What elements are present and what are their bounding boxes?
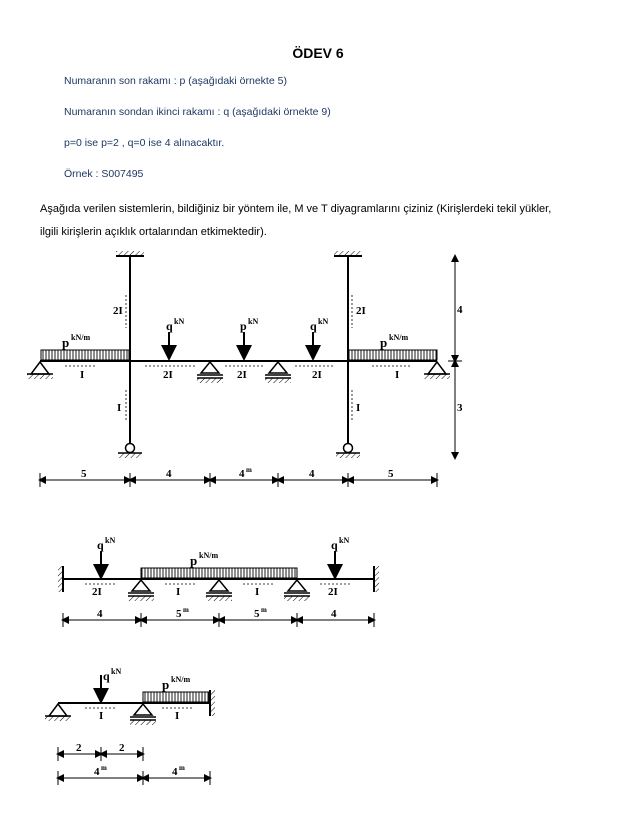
fig1-dim-3: 4	[239, 468, 245, 480]
figure-1-frame	[27, 251, 463, 487]
fig2-dim-1: 4	[97, 608, 103, 620]
task-paragraph-line-1: Aşağıda verilen sistemlerin, bildiğiniz bir yöntem ile, M ve T diyagramlarını çiziniz (Kirişlerdeki tekil yükler,	[40, 203, 552, 215]
fig3-dim-top-1: 2	[76, 742, 82, 754]
fig1-col-bot-right-label: I	[356, 402, 361, 414]
fig3-distributed-load	[143, 692, 209, 702]
fig3-dim-bottom-2: 4	[172, 766, 178, 778]
fig2-fixed-right	[374, 566, 379, 592]
fig2-distributed-load	[141, 568, 297, 578]
fig3-load-q: q	[103, 669, 110, 683]
fig1-col-top-right-label: 2I	[356, 305, 366, 317]
fig3-roller-mid	[130, 704, 156, 725]
fig1-load-q-1: q	[166, 319, 173, 333]
fig2-dim-2: 5	[176, 608, 182, 620]
fig3-beam-label-2: I	[175, 710, 180, 722]
task-paragraph-line-2: ilgili kirişlerin açıklık ortalarından etkimektedir).	[40, 226, 267, 238]
fig1-height-bottom: 3	[457, 402, 463, 414]
fig3-beam-label-1: I	[99, 710, 104, 722]
fig1-roller-support-mid-right	[265, 362, 291, 383]
instruction-line-1: Numaranın son rakamı : p (aşağıdaki örnekte 5)	[64, 75, 287, 87]
fig1-dim-2: 4	[166, 468, 172, 480]
instruction-line-3: p=0 ise p=2 , q=0 ise 4 alınacaktır.	[64, 137, 225, 149]
fig2-beam-label-4: 2I	[328, 586, 338, 598]
fig1-fixed-support-top-right	[334, 251, 362, 256]
fig1-dim-4: 4	[309, 468, 315, 480]
fig1-height-top: 4	[457, 304, 463, 316]
fig3-unit-kNm: kN/m	[171, 675, 191, 684]
fig1-dim-1: 5	[81, 468, 87, 480]
fig2-fixed-left	[58, 566, 63, 592]
fig1-load-q-3: q	[310, 319, 317, 333]
fig1-beam-label-3: 2I	[237, 369, 247, 381]
fig1-col-top-left-label: 2I	[113, 305, 123, 317]
fig2-beam-label-2: I	[176, 586, 181, 598]
fig1-pin-support-bottom-left	[118, 444, 142, 459]
fig1-unit-kNm-right: kN/m	[389, 333, 409, 342]
fig1-fixed-support-top-left	[116, 251, 144, 256]
fig3-dim-bottom-2-unit: m	[179, 764, 185, 772]
fig3-dim-bottom-1-unit: m	[101, 764, 107, 772]
fig1-roller-support-mid-left	[197, 362, 223, 383]
fig2-beam-label-3: I	[255, 586, 260, 598]
fig3-dim-bottom-1: 4	[94, 766, 100, 778]
fig2-dim-4: 4	[331, 608, 337, 620]
fig2-load-q-left: q	[97, 538, 104, 552]
fig2-roller-2	[206, 580, 232, 601]
fig3-unit-kN: kN	[111, 667, 122, 676]
fig1-pin-support-bottom-right	[336, 444, 360, 459]
example-line: Örnek : S007495	[64, 168, 144, 180]
fig2-beam-label-1: 2I	[92, 586, 102, 598]
fig1-beam-label-1: I	[80, 369, 85, 381]
fig2-unit-kN-right: kN	[339, 536, 350, 545]
fig1-pin-support-right-end	[424, 362, 450, 379]
fig2-roller-1	[128, 580, 154, 601]
fig1-beam-label-4: 2I	[312, 369, 322, 381]
instruction-line-2: Numaranın sondan ikinci rakamı : q (aşağıdaki örnekte 9)	[64, 106, 331, 118]
fig3-fixed-right	[210, 690, 215, 716]
fig1-col-bot-left-label: I	[117, 402, 122, 414]
fig1-unit-kN-2: kN	[248, 317, 259, 326]
fig1-beam-label-2: 2I	[163, 369, 173, 381]
fig1-unit-kN-1: kN	[174, 317, 185, 326]
fig1-beam-label-5: I	[395, 369, 400, 381]
fig2-load-p: p	[190, 553, 198, 568]
fig2-unit-kN-left: kN	[105, 536, 116, 545]
fig1-unit-kNm-left: kN/m	[71, 333, 91, 342]
fig1-distributed-load-right	[349, 350, 437, 360]
fig2-dim-3-unit: m	[261, 606, 267, 614]
fig2-dim-2-unit: m	[183, 606, 189, 614]
figure-3-beam	[45, 667, 215, 785]
fig3-pin-left	[45, 704, 71, 721]
page-title: ÖDEV 6	[292, 45, 344, 61]
fig2-unit-kNm: kN/m	[199, 551, 219, 560]
fig1-dim-3-unit: m	[246, 466, 252, 474]
fig1-pin-support-left-end	[27, 362, 53, 379]
fig1-dim-5: 5	[388, 468, 394, 480]
fig1-unit-kN-3: kN	[318, 317, 329, 326]
fig2-roller-3	[284, 580, 310, 601]
fig2-load-q-right: q	[331, 538, 338, 552]
fig1-load-p-right: p	[380, 335, 388, 350]
fig1-load-p-mid: p	[240, 319, 247, 333]
fig1-distributed-load-left	[41, 350, 129, 360]
figure-2-continuous-beam	[58, 536, 379, 627]
fig1-load-p-left: p	[62, 335, 70, 350]
fig2-dim-3: 5	[254, 608, 260, 620]
fig3-load-p: p	[162, 677, 170, 692]
fig3-dim-top-2: 2	[119, 742, 125, 754]
